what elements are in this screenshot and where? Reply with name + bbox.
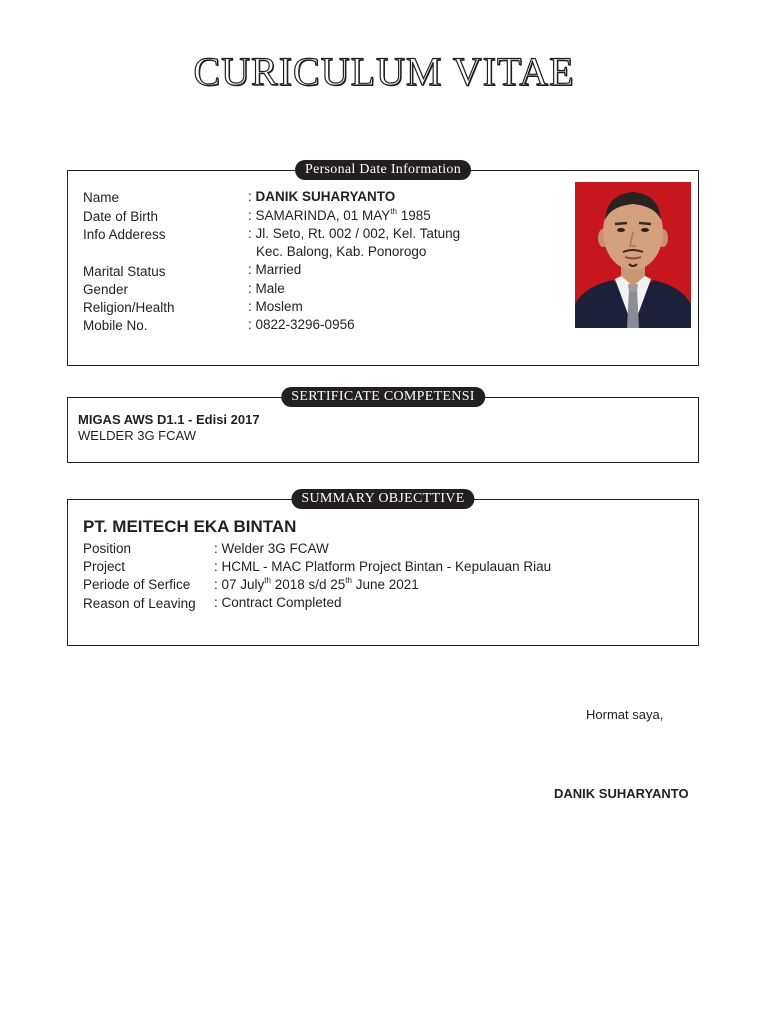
mobile-value: : 0822-3296-0956 bbox=[248, 317, 355, 332]
address-line1: : Jl. Seto, Rt. 002 / 002, Kel. Tatung bbox=[248, 226, 461, 241]
period-label: Periode of Serfice bbox=[83, 577, 191, 592]
dob-sup: th bbox=[390, 207, 397, 216]
portrait-image bbox=[575, 182, 691, 328]
period-end: June 2021 bbox=[351, 577, 419, 592]
company-name: PT. MEITECH EKA BINTAN bbox=[83, 517, 297, 536]
certificate-heading: SERTIFICATE COMPETENSI bbox=[281, 387, 485, 407]
closing-signatory: DANIK SUHARYANTO bbox=[554, 786, 689, 801]
period-middle: 2018 s/d 25 bbox=[270, 577, 346, 592]
project-value: : HCML - MAC Platform Project Bintan - Kepulauan Riau bbox=[214, 559, 552, 574]
period-value bbox=[214, 577, 419, 592]
position-label: Position bbox=[83, 541, 132, 556]
dob-value bbox=[248, 208, 431, 223]
profile-photo bbox=[575, 182, 691, 328]
summary-heading: SUMMARY OBJECTTIVE bbox=[291, 489, 474, 509]
reason-value: : Contract Completed bbox=[214, 595, 342, 610]
period-sup-1: th bbox=[264, 576, 271, 585]
closing-greeting: Hormat saya, bbox=[586, 707, 664, 722]
dob-prefix: : SAMARINDA, 01 MAY bbox=[248, 208, 391, 223]
document-title: CURICULUM VITAE bbox=[193, 49, 575, 94]
personal-info-heading: Personal Date Information bbox=[295, 160, 471, 180]
name-text: DANIK SUHARYANTO bbox=[255, 189, 396, 204]
gender-value: : Male bbox=[248, 281, 285, 296]
certificate-line2: WELDER 3G FCAW bbox=[78, 428, 196, 443]
religion-value: : Moslem bbox=[248, 299, 303, 314]
period-sup-2: th bbox=[345, 576, 352, 585]
reason-label: Reason of Leaving bbox=[83, 596, 196, 611]
mobile-label: Mobile No. bbox=[83, 318, 148, 333]
address-line2: Kec. Balong, Kab. Ponorogo bbox=[256, 244, 427, 259]
marital-value: : Married bbox=[248, 262, 302, 277]
period-start: : 07 July bbox=[214, 577, 265, 592]
gender-label: Gender bbox=[83, 282, 129, 297]
project-label: Project bbox=[83, 559, 126, 574]
name-label: Name bbox=[83, 190, 120, 205]
marital-label: Marital Status bbox=[83, 264, 166, 279]
religion-label: Religion/Health bbox=[83, 300, 175, 315]
name-value bbox=[248, 189, 395, 204]
certificate-line1: MIGAS AWS D1.1 - Edisi 2017 bbox=[78, 412, 260, 427]
address-label: Info Adderess bbox=[83, 227, 166, 242]
dob-suffix: 1985 bbox=[396, 208, 431, 223]
position-value: : Welder 3G FCAW bbox=[214, 541, 329, 556]
name-colon: : bbox=[248, 189, 256, 204]
dob-label: Date of Birth bbox=[83, 209, 159, 224]
